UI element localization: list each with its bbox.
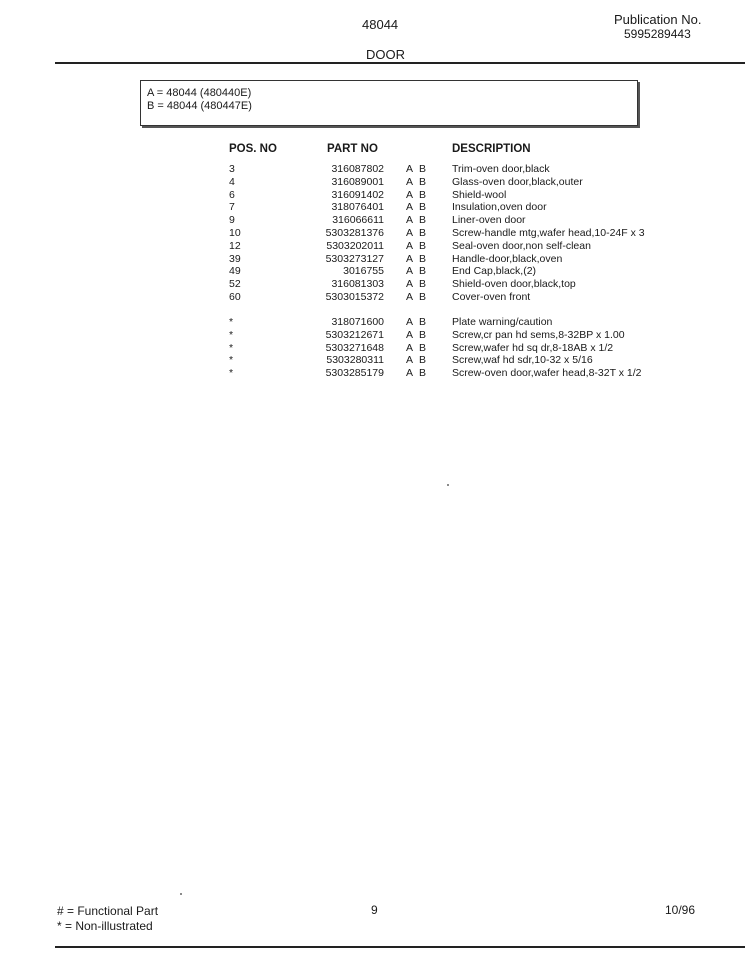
position-number: 12 bbox=[229, 239, 241, 252]
model-b-flag: B bbox=[419, 328, 427, 341]
position-number: * bbox=[229, 367, 234, 380]
part-description: Cover-oven front bbox=[452, 291, 531, 303]
parts-row bbox=[0, 240, 750, 253]
part-description: Plate warning/caution bbox=[452, 316, 553, 328]
parts-row bbox=[0, 201, 750, 214]
part-number: 316087802 bbox=[331, 163, 384, 175]
parts-row bbox=[0, 227, 750, 240]
parts-row bbox=[0, 278, 750, 291]
parts-row bbox=[0, 214, 750, 227]
model-a-flag: A bbox=[406, 252, 414, 265]
model-a-flag: A bbox=[406, 265, 414, 278]
part-number: 5303280311 bbox=[326, 354, 384, 367]
position-number: * bbox=[229, 316, 234, 328]
part-description: Insulation,oven door bbox=[452, 201, 547, 214]
model-a-flag: A bbox=[406, 239, 414, 252]
part-description: Screw-handle mtg,wafer head,10-24F x 3 bbox=[452, 227, 645, 239]
model-b-flag: B bbox=[419, 291, 427, 303]
model-a-flag: A bbox=[406, 367, 414, 380]
model-a-flag: A bbox=[406, 227, 414, 239]
part-number: 316066611 bbox=[332, 214, 384, 227]
model-a-flag: A bbox=[406, 201, 414, 214]
page-number: 9 bbox=[371, 903, 378, 917]
position-number: 52 bbox=[229, 278, 241, 291]
part-number: 3016755 bbox=[343, 265, 384, 278]
position-number: * bbox=[229, 354, 234, 367]
parts-row bbox=[0, 265, 750, 278]
model-b-flag: B bbox=[419, 227, 427, 239]
model-a-flag: A bbox=[406, 328, 414, 341]
scan-speck bbox=[447, 484, 449, 486]
model-b-flag: B bbox=[419, 367, 427, 380]
legend-line-b: B = 48044 (480447E) bbox=[147, 100, 252, 112]
model-a-flag: A bbox=[406, 214, 414, 227]
part-description: End Cap,black,(2) bbox=[452, 265, 537, 278]
part-description: Shield-oven door,black,top bbox=[452, 278, 576, 291]
model-b-flag: B bbox=[419, 239, 427, 252]
parts-row bbox=[0, 367, 750, 380]
part-description: Screw,waf hd sdr,10-32 x 5/16 bbox=[452, 354, 593, 367]
publication-number: 5995289443 bbox=[624, 27, 691, 41]
parts-row bbox=[0, 176, 750, 189]
position-number: 10 bbox=[229, 227, 241, 239]
part-description: Screw,cr pan hd sems,8-32BP x 1.00 bbox=[452, 328, 625, 341]
parts-row bbox=[0, 354, 750, 367]
header-divider bbox=[55, 62, 745, 64]
legend-line-a: A = 48044 (480440E) bbox=[147, 87, 252, 99]
model-a-flag: A bbox=[406, 341, 414, 354]
position-number: 49 bbox=[229, 265, 241, 278]
part-description: Screw-oven door,wafer head,8-32T x 1/2 bbox=[452, 367, 642, 380]
position-number: 39 bbox=[229, 252, 241, 265]
column-header-part: PART NO bbox=[327, 143, 378, 155]
part-description: Glass-oven door,black,outer bbox=[452, 175, 583, 188]
model-a-flag: A bbox=[406, 291, 414, 303]
model-b-flag: B bbox=[419, 175, 427, 188]
position-number: 60 bbox=[229, 291, 241, 303]
model-b-flag: B bbox=[419, 214, 427, 227]
part-description: Trim-oven door,black bbox=[452, 163, 550, 175]
model-a-flag: A bbox=[406, 175, 414, 188]
position-number: 3 bbox=[229, 163, 235, 175]
part-description: Screw,wafer hd sq dr,8-18AB x 1/2 bbox=[452, 341, 614, 354]
model-a-flag: A bbox=[406, 316, 414, 328]
model-b-flag: B bbox=[419, 354, 427, 367]
footer-divider bbox=[55, 946, 745, 948]
section-title: DOOR bbox=[366, 47, 405, 62]
scan-speck bbox=[180, 893, 182, 895]
parts-row bbox=[0, 329, 750, 342]
model-b-flag: B bbox=[419, 188, 427, 201]
publication-date: 10/96 bbox=[665, 903, 696, 917]
model-a-flag: A bbox=[406, 278, 414, 291]
position-number: 9 bbox=[229, 214, 235, 227]
model-b-flag: B bbox=[419, 316, 427, 328]
position-number: 4 bbox=[229, 175, 235, 188]
parts-row bbox=[0, 291, 750, 304]
model-b-flag: B bbox=[419, 163, 427, 175]
part-number: 318071600 bbox=[331, 316, 384, 328]
parts-row bbox=[0, 342, 750, 355]
position-number: * bbox=[229, 328, 234, 341]
model-a-flag: A bbox=[406, 188, 414, 201]
part-number: 5303273127 bbox=[325, 252, 384, 265]
part-description: Handle-door,black,oven bbox=[452, 252, 563, 265]
position-number: * bbox=[229, 341, 234, 354]
part-number: 316089001 bbox=[331, 175, 384, 188]
part-number: 316091402 bbox=[331, 188, 384, 201]
part-number: 318076401 bbox=[331, 201, 384, 214]
parts-row bbox=[0, 316, 750, 329]
publication-label: Publication No. bbox=[614, 12, 702, 27]
parts-row bbox=[0, 163, 750, 176]
model-b-flag: B bbox=[419, 265, 427, 278]
model-b-flag: B bbox=[419, 201, 427, 214]
part-number: 5303285179 bbox=[325, 367, 384, 380]
model-number: 48044 bbox=[362, 17, 399, 32]
column-header-description: DESCRIPTION bbox=[452, 143, 531, 155]
functional-part-note: # = Functional Part bbox=[57, 904, 159, 918]
part-number: 5303202011 bbox=[326, 239, 384, 252]
model-legend-box bbox=[140, 80, 638, 126]
model-b-flag: B bbox=[419, 252, 427, 265]
position-number: 6 bbox=[229, 188, 235, 201]
position-number: 7 bbox=[229, 201, 235, 214]
model-b-flag: B bbox=[419, 278, 427, 291]
model-a-flag: A bbox=[406, 354, 414, 367]
part-number: 5303271648 bbox=[325, 341, 384, 354]
part-number: 5303212671 bbox=[325, 328, 384, 341]
part-number: 316081303 bbox=[331, 278, 384, 291]
column-header-pos: POS. NO bbox=[229, 143, 277, 155]
non-illustrated-note: * = Non-illustrated bbox=[57, 919, 153, 933]
parts-row bbox=[0, 253, 750, 266]
part-description: Shield-wool bbox=[452, 188, 507, 201]
part-description: Seal-oven door,non self-clean bbox=[452, 239, 591, 252]
model-b-flag: B bbox=[419, 341, 427, 354]
part-description: Liner-oven door bbox=[452, 214, 526, 227]
part-number: 5303015372 bbox=[325, 291, 384, 303]
model-a-flag: A bbox=[406, 163, 414, 175]
part-number: 5303281376 bbox=[325, 227, 384, 239]
parts-row bbox=[0, 189, 750, 202]
